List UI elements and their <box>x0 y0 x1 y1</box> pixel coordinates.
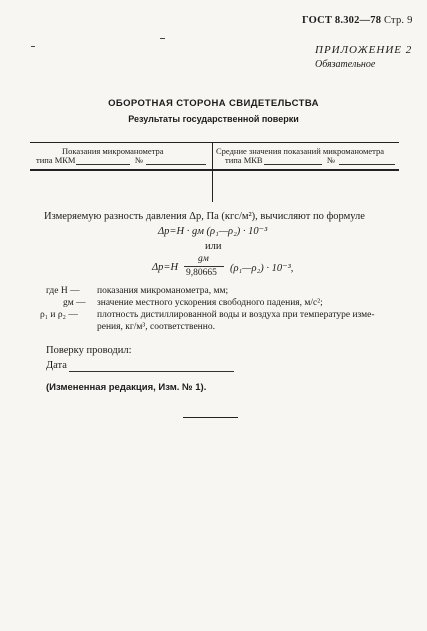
checked-by-label: Поверку проводил: <box>46 345 132 356</box>
definition-text: показания микроманометра, мм; <box>97 286 229 296</box>
appendix-title: ПРИЛОЖЕНИЕ 2 <box>315 44 413 56</box>
formula-2-denominator: 9,80665 <box>186 268 217 278</box>
or-text: или <box>205 241 222 252</box>
table-left-type-blank <box>76 164 130 165</box>
table-right-number-blank <box>339 164 395 165</box>
date-label: Дата <box>46 360 67 371</box>
definition-symbol: gм — <box>63 298 86 308</box>
date-blank-line <box>69 371 234 372</box>
definition-text: рения, кг/м³, соответственно. <box>97 322 215 332</box>
formula-2-lhs: Δp=H <box>152 262 179 273</box>
document-title: ОБОРОТНАЯ СТОРОНА СВИДЕТЕЛЬСТВА <box>108 98 319 109</box>
definition-symbol: где H — <box>46 286 80 296</box>
definition-text: значение местного ускорения свободного падения, м/с²; <box>97 298 323 308</box>
definition-text: плотность дистиллированной воды и воздуха при температуре изме- <box>97 310 375 320</box>
definition-symbol: ρ₁ и ρ₂ — <box>40 310 78 320</box>
standard-number: ГОСТ 8.302—78 <box>302 15 382 26</box>
table-left-number-label: № <box>135 155 144 165</box>
closing-rule <box>183 417 238 418</box>
table-left-number-blank <box>146 164 206 165</box>
table-right-number-label: № <box>327 155 336 165</box>
table-header-rule <box>30 169 399 171</box>
page-header <box>302 15 413 26</box>
table-right-header: Средние значения показаний микроманометра <box>216 146 385 156</box>
formula-2-rhs: (ρ₁—ρ₂) · 10⁻³, <box>230 263 294 274</box>
scan-speck <box>31 46 35 47</box>
appendix-note: Обязательное <box>315 59 376 70</box>
table-right-type-blank <box>264 164 322 165</box>
table-top-rule <box>30 142 399 143</box>
table-right-type: типа МКВ <box>225 155 263 165</box>
page-number: Стр. 9 <box>383 15 413 26</box>
intro-text: Измеряемую разность давления Δp, Па (кгс/м²), вычисляют по формуле <box>44 211 365 222</box>
table-column-divider <box>212 142 213 202</box>
formula-1: Δp=H · gм (ρ₁—ρ₂) · 10⁻³ <box>158 226 268 237</box>
document-subtitle: Результаты государственной поверки <box>128 114 299 124</box>
scan-speck <box>160 38 165 39</box>
formula-2-numerator: gм <box>198 254 209 264</box>
table-left-type: типа МКМ <box>36 155 76 165</box>
formula-2-fraction-bar <box>184 266 224 267</box>
amendment-note: (Измененная редакция, Изм. № 1). <box>46 382 207 393</box>
table-left-header: Показания микроманометра <box>62 146 164 156</box>
